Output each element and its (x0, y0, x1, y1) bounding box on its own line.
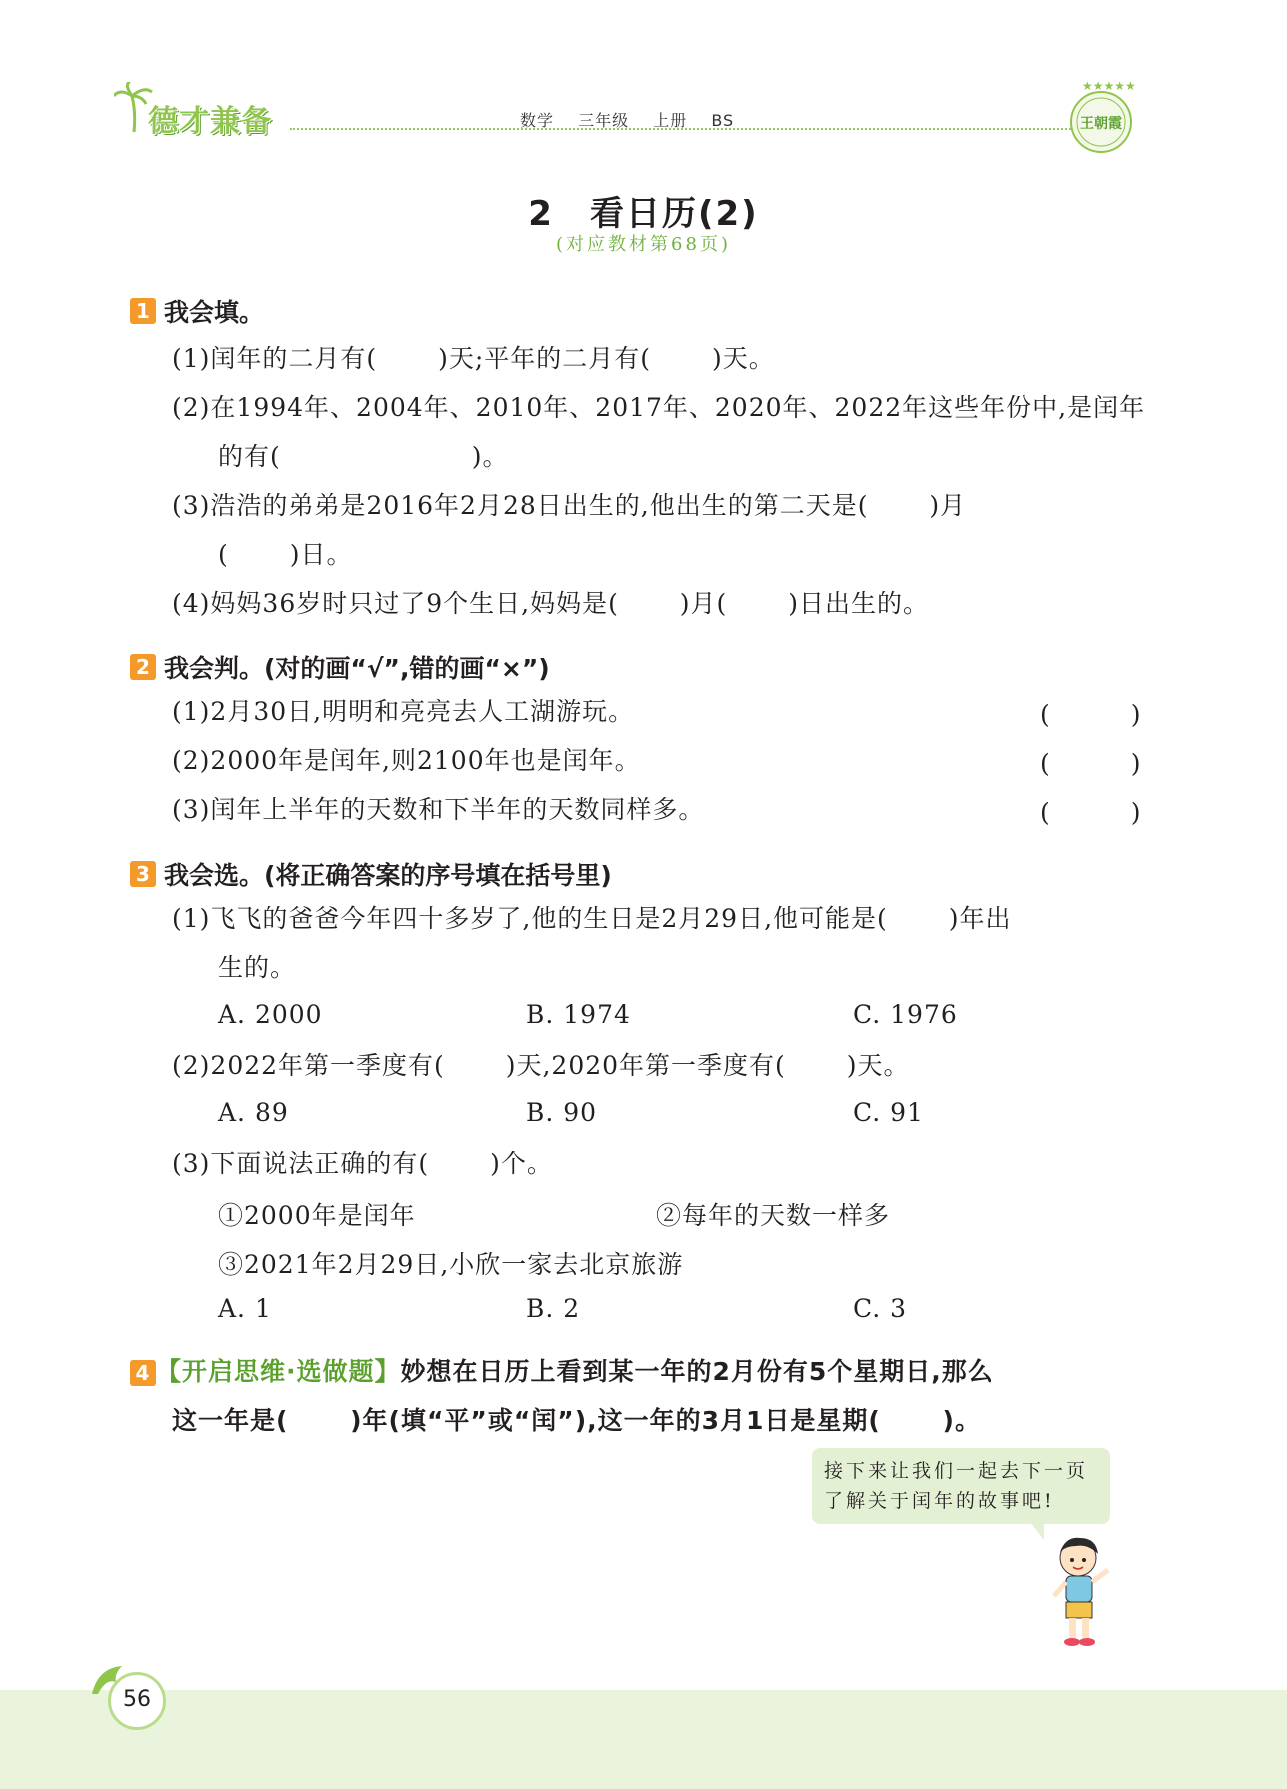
footer-band (0, 1690, 1287, 1789)
section-number: 4 (130, 1360, 156, 1386)
section-3-heading (130, 856, 612, 892)
svg-text:★★★★★: ★★★★★ (1082, 79, 1136, 93)
badge-emblem-icon (1062, 76, 1140, 158)
s3-question-1-line1: (1)飞飞的爸爸今年四十多岁了,他的生日是2月29日,他可能是( )年出 (172, 904, 1012, 933)
optional-tag: 【开启思维·选做题】 (156, 1357, 401, 1386)
option-b: B. 90 (526, 1098, 598, 1127)
subject-label: 数学 (520, 111, 555, 130)
option-c: C. 3 (853, 1294, 908, 1323)
section-number: 3 (130, 861, 156, 887)
header-meta (520, 108, 752, 131)
section-1-heading (130, 293, 264, 329)
section-title: 我会选。(将正确答案的序号填在括号里) (164, 861, 612, 890)
boy-illustration (1040, 1530, 1120, 1650)
section-4-text: 妙想在日历上看到某一年的2月份有5个星期日,那么 (400, 1357, 994, 1386)
section-number: 1 (130, 298, 156, 324)
s1-question-1: (1)闰年的二月有( )天;平年的二月有( )天。 (172, 344, 775, 373)
statement-2: ②每年的天数一样多 (656, 1201, 891, 1230)
option-a: A. 1 (218, 1294, 272, 1323)
statement-1: ①2000年是闰年 (218, 1201, 416, 1230)
edition-label: BS (711, 111, 735, 130)
page-number-badge (108, 1672, 166, 1730)
author-badge (1062, 76, 1140, 158)
s2-item-3: (3)闰年上半年的天数和下半年的天数同样多。 (172, 795, 705, 824)
answer-bracket: ( ) (1040, 798, 1169, 827)
section-title: 我会判。(对的画“√”,错的画“×”) (164, 654, 550, 683)
s3-question-2: (2)2022年第一季度有( )天,2020年第一季度有( )天。 (172, 1051, 910, 1080)
option-b: B. 1974 (526, 1000, 631, 1029)
page-subtitle: (对应教材第68页) (556, 234, 731, 255)
s2-item-2: (2)2000年是闰年,则2100年也是闰年。 (172, 746, 641, 775)
s1-question-3-line2: ( )日。 (218, 540, 353, 569)
brand-name: 德才兼备 (148, 104, 272, 139)
svg-text:王朝霞: 王朝霞 (1080, 116, 1122, 132)
boy-character-icon (1040, 1530, 1120, 1650)
answer-bracket: ( ) (1040, 700, 1169, 729)
section-4-line2: 这一年是( )年(填“平”或“闰”),这一年的3月1日是星期( )。 (172, 1406, 981, 1435)
s1-question-3-line1: (3)浩浩的弟弟是2016年2月28日出生的,他出生的第二天是( )月 (172, 491, 967, 520)
s3-question-1-line2: 生的。 (218, 953, 297, 982)
s3-question-3: (3)下面说法正确的有( )个。 (172, 1149, 553, 1178)
s1-question-4: (4)妈妈36岁时只过了9个生日,妈妈是( )月( )日出生的。 (172, 589, 929, 618)
volume-label: 上册 (653, 111, 688, 130)
s1-question-2-line1: (2)在1994年、2004年、2010年、2017年、2020年、2022年这些年份中,是闰年 (172, 393, 1146, 422)
option-c: C. 1976 (853, 1000, 958, 1029)
option-a: A. 2000 (218, 1000, 323, 1029)
section-title: 我会填。 (164, 298, 265, 327)
section-4-line1 (130, 1352, 994, 1388)
answer-bracket: ( ) (1040, 749, 1169, 778)
section-number: 2 (130, 654, 156, 680)
option-c: C. 91 (853, 1098, 924, 1127)
s2-item-1: (1)2月30日,明明和亮亮去人工湖游玩。 (172, 697, 635, 726)
statement-3: ③2021年2月29日,小欣一家去北京旅游 (218, 1250, 684, 1279)
grade-label: 三年级 (578, 111, 630, 130)
brand-logo (118, 88, 298, 140)
speech-bubble (812, 1448, 1110, 1524)
section-2-heading (130, 649, 550, 685)
bubble-text: 接下来让我们一起去下一页了解关于闰年的故事吧! (824, 1460, 1089, 1512)
page-title: 2 看日历(2) (528, 194, 759, 234)
option-a: A. 89 (218, 1098, 289, 1127)
page-number: 56 (123, 1687, 151, 1712)
s1-question-2-line2: 的有( )。 (218, 442, 509, 471)
option-b: B. 2 (526, 1294, 581, 1323)
